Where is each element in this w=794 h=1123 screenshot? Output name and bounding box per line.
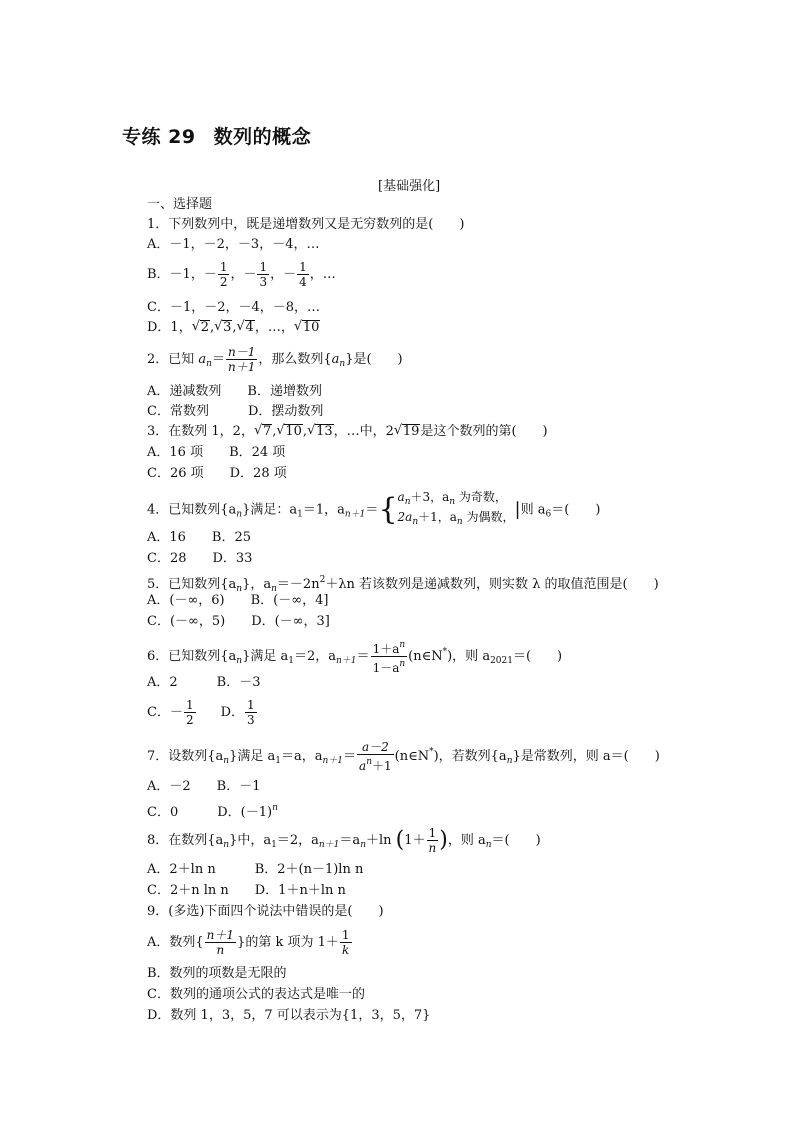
section-heading: [基础强化]	[378, 179, 441, 194]
question-4-options-cd: C．28 D．33	[147, 551, 253, 566]
question-1-option-b: B．－1，－ $\frac{1}{2}$ ，－ $\frac{1}{3}$ ，－ $\frac{1}{4}$ ，…	[147, 260, 336, 289]
question-6-stem: 6．已知数列$\{a_n\}$满足 $a_1=2$，$a_{n+1}=$ $\frac{1+a^n}{1-a^n}$ (n∈N*)，则 $a_{2021}=$( )	[147, 640, 563, 675]
part-heading: 一、选择题	[147, 197, 213, 212]
question-3-stem: 3．在数列 1，2，√ 7,√ 10,√ 13，…中，2√ 19是这个数列的第( )	[147, 424, 548, 440]
question-3-options-ab: A．16 项 B．24 项	[147, 445, 286, 460]
question-8-options-cd: C．2＋n ln n D．1＋n＋ln n	[147, 883, 346, 898]
question-9-option-d: D．数列 1，3，5，7 可以表示为{1，3，5，7}	[147, 1008, 431, 1023]
question-5-stem: 5．已知数列$\{a_n\}$，$a_n=-2n^2+\lambda n$ 若该数列是递减数列，则实数 λ 的取值范围是( )	[147, 575, 659, 594]
title-topic: 数列的概念	[213, 126, 312, 148]
question-9-option-c: C．数列的通项公式的表达式是唯一的	[147, 987, 365, 1002]
question-7-stem: 7．设数列$\{a_n\}$满足 $a_1=a$，$a_{n+1}=$ $\frac{a-2}{a^n+1}$ (n∈N*)，若数列$\{a_n\}$是常数列，则 a＝( )	[147, 740, 660, 773]
page-title	[122, 122, 311, 149]
question-2-stem: 2．已知 $a_n=$ $\frac{n-1}{n+1}$ ，那么数列$\{a_n\}$是( )	[147, 345, 403, 374]
question-9-option-b: B．数列的项数是无限的	[147, 966, 287, 981]
question-7-options-cd: C．0 D．$(-1)^n$	[147, 803, 278, 820]
question-8-options-ab: A．2＋ln n B．2＋(n－1)ln n	[147, 862, 364, 877]
question-6-options-cd: C．－ $\frac{1}{2}$ D． $\frac{1}{3}$	[147, 698, 255, 727]
question-1-option-d: D．1，√ 2,√ 3,√ 4，…，√ 10	[147, 320, 320, 336]
question-7-options-ab: A．－2 B．－1	[147, 779, 261, 794]
question-1-option-c: C．－1，－2，－4，－8，…	[147, 300, 321, 315]
question-9-option-a: A．数列{ $\frac{n+1}{n}$ }的第 k 项为 1＋ $\frac{1}{k}$	[147, 928, 350, 957]
question-2-options-ab: A．递减数列 B．递增数列	[147, 384, 322, 399]
question-9-stem: 9．(多选)下面四个说法中错误的是( )	[147, 904, 384, 919]
question-5-options-cd: C．(－∞，5) D．(－∞，3]	[147, 614, 330, 629]
question-1-option-a: A．－1，－2，－3，－4，…	[147, 237, 320, 252]
question-6-options-ab: A．2 B．－3	[147, 675, 261, 690]
question-8-stem: 8．在数列$\{a_n\}$中，$a_1=2$，$a_{n+1}=a_n+\ln$ (1＋ $\frac{1}{n}$ )，则 $a_n=$( )	[147, 826, 541, 855]
question-5-options-ab: A．(－∞，6) B．(－∞，4]	[147, 593, 329, 608]
question-4-stem: 4．已知数列$\{a_n\}$满足：$a_1=1$，$a_{n+1}=\{a_n+3$，$a_n$ 为奇数， $2a_n+1$，$a_n$ 为偶数，|则 $a_6=$( )	[147, 490, 601, 527]
question-4-options-ab: A．16 B．25	[147, 530, 252, 545]
question-1-stem: 1．下列数列中，既是递增数列又是无穷数列的是( )	[147, 217, 465, 232]
question-3-options-cd: C．26 项 D．28 项	[147, 466, 287, 481]
question-2-options-cd: C．常数列 D．摆动数列	[147, 404, 324, 419]
title-label: 专练 29	[122, 126, 196, 148]
